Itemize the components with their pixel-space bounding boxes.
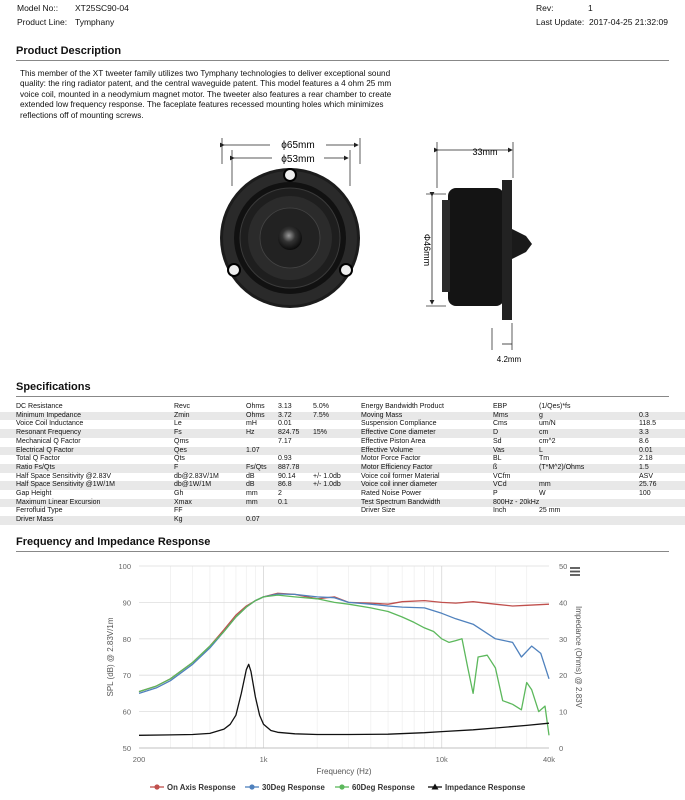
y2-axis-label: Impedance (Ohms) @ 2.83V (574, 606, 583, 708)
specifications-title: Specifications (16, 381, 91, 393)
spec-row (0, 412, 685, 421)
spec-row (0, 420, 685, 429)
spec-symbol: Zmin (174, 411, 190, 419)
spec-param: Total Q Factor (16, 455, 60, 463)
product-line-value: Tymphany (75, 17, 115, 27)
spec-param: Voice Coil Inductance (16, 420, 84, 428)
spec-symbol: VCd (493, 481, 507, 489)
section-divider (16, 396, 669, 397)
x-tick-label: 10k (435, 755, 448, 764)
y-tick-label: 100 (118, 562, 131, 571)
spec-row (0, 516, 685, 525)
rev-label: Rev: (536, 3, 554, 13)
spec-value: 3.72 (278, 411, 292, 419)
spec-symbol: Inch (493, 507, 507, 515)
spec-param: Maximum Linear Excursion (16, 498, 101, 506)
spec-unit: cm (539, 429, 549, 437)
legend-label: On Axis Response (167, 783, 236, 792)
legend-marker-3 (339, 784, 344, 789)
front-view (220, 137, 360, 308)
section-divider (16, 551, 669, 552)
spec-unit: Fs/Qts (246, 463, 267, 471)
spec-value: 2.18 (639, 455, 653, 463)
legend-marker-2 (249, 784, 254, 789)
spec-symbol: Vas (493, 446, 505, 454)
spec-param: Effective Volume (361, 446, 414, 454)
spec-param: Test Spectrum Bandwidth (361, 498, 441, 506)
spec-value: 118.5 (639, 420, 656, 428)
spec-value: 887.78 (278, 463, 300, 471)
x-tick-label: 200 (132, 755, 146, 764)
model-no-value: XT25SC90-04 (75, 3, 129, 13)
spec-unit: mH (246, 420, 257, 428)
spec-symbol: Cms (493, 420, 508, 428)
spec-param: Effective Piston Area (361, 437, 426, 445)
spec-symbol: P (493, 490, 498, 497)
spec-value: 0.93 (278, 455, 292, 463)
legend-label: 60Deg Response (352, 783, 415, 792)
inner-diameter-label: ϕ53mm (281, 154, 315, 165)
y-tick-label: 60 (122, 707, 131, 717)
spec-unit: g (539, 411, 543, 419)
spec-symbol: Xmax (174, 498, 192, 506)
spec-tolerance: 15% (313, 429, 328, 437)
spec-param: Suspension Compliance (361, 420, 437, 428)
spec-param: Half Space Sensitivity @2.83V (16, 472, 112, 480)
spec-unit: dB (246, 481, 255, 489)
side-view (422, 142, 532, 364)
spec-row (0, 403, 685, 412)
spec-tolerance: 5.0% (313, 403, 329, 410)
y2-tick-label: 30 (559, 634, 568, 644)
spec-symbol: VCfm (493, 472, 511, 480)
spec-value: 0.1 (278, 498, 288, 506)
spec-value: 7.17 (278, 437, 292, 445)
spec-unit: Ohms (246, 411, 265, 419)
spec-unit: Tm (539, 455, 550, 463)
spec-row (0, 507, 685, 516)
spec-unit: Ohms (246, 403, 265, 410)
spec-unit: 0.07 (246, 516, 260, 524)
description-line: This member of the XT tweeter family utilizes two Tymphany technologies to deliver exceptional sound (20, 69, 391, 78)
spec-symbol: EBP (493, 403, 508, 410)
spec-tolerance: +/- 1.0db (313, 481, 341, 489)
model-no-label: Model No:: (17, 3, 59, 13)
last-update-value: 2017-04-25 21:32:09 (589, 17, 668, 27)
description-line: quality: the ring radiator patent, and the central waveguide patent. This model features a 4 ohm 25 mm (20, 79, 392, 89)
legend-label: 30Deg Response (262, 783, 325, 792)
spec-unit: mm (246, 498, 258, 506)
spec-unit: 1.07 (246, 446, 260, 454)
spec-symbol: 800Hz - 20kHz (493, 498, 540, 506)
spec-param: Energy Bandwidth Product (361, 403, 444, 410)
spec-row (0, 490, 685, 499)
spec-symbol: db@2.83V/1M (174, 472, 219, 480)
spec-value: 3.13 (278, 403, 292, 410)
spec-value: 100 (639, 490, 651, 497)
y2-tick-label: 0 (559, 744, 564, 753)
spec-value: 2 (278, 490, 282, 497)
spec-row (0, 429, 685, 438)
spec-symbol: BL (493, 455, 502, 463)
x-tick-label: 1k (259, 755, 268, 764)
spec-param: Effective Cone diameter (361, 429, 436, 437)
spec-symbol: F (174, 463, 179, 471)
series-line-3 (139, 595, 549, 735)
description-line: extended low frequency response. The faceplate features recessed mounting holes which minimizes (20, 100, 384, 110)
spec-value: 0.01 (639, 446, 653, 454)
spec-param: Driver Size (361, 507, 396, 515)
spec-unit: mm (246, 490, 258, 497)
spec-param: DC Resistance (16, 403, 63, 410)
spec-row (0, 473, 685, 482)
series-line-2 (139, 594, 549, 693)
spec-value: 3.3 (639, 429, 649, 437)
spec-row (0, 438, 685, 447)
y-tick-label: 80 (122, 634, 131, 644)
x-axis-label: Frequency (Hz) (316, 767, 372, 776)
product-description-title: Product Description (16, 45, 122, 57)
spec-param: Mechanical Q Factor (16, 437, 81, 445)
spec-symbol: Revc (174, 403, 190, 410)
spec-symbol: Mms (493, 411, 509, 419)
spec-unit: (T*M^2)/Ohms (539, 463, 585, 471)
spec-param: Resonant Frequency (16, 429, 81, 437)
y-tick-label: 90 (122, 598, 131, 608)
spec-param: Ferrofluid Type (16, 507, 63, 515)
spec-value: 25.76 (639, 481, 657, 489)
spec-param: Driver Mass (16, 516, 54, 524)
product-description-text (20, 69, 415, 121)
spec-symbol: Le (174, 420, 182, 428)
spec-param: Motor Force Factor (361, 455, 421, 463)
spec-unit: (1/Qes)*fs (539, 403, 571, 410)
spec-value: 0.3 (639, 411, 649, 419)
spec-value: 86.8 (278, 481, 292, 489)
spec-symbol: Qes (174, 446, 187, 454)
spec-row (0, 455, 685, 464)
section-divider (16, 60, 669, 61)
last-update-label: Last Update: (536, 17, 585, 27)
y-tick-label: 70 (122, 671, 131, 681)
spec-symbol: ß (493, 463, 498, 471)
spec-symbol: D (493, 429, 499, 437)
y2-tick-label: 50 (559, 562, 568, 571)
spec-unit: cm^2 (539, 437, 556, 445)
spec-value: 90.14 (278, 472, 296, 480)
product-line-label: Product Line: (17, 17, 68, 27)
spec-param: Voice coil inner diameter (361, 481, 438, 489)
spec-unit: W (539, 490, 546, 497)
spec-param: Gap Height (16, 490, 52, 497)
spec-symbol: Qts (174, 455, 185, 463)
spec-param: Voice coil former Material (361, 472, 440, 480)
flange-label: 4.2mm (496, 355, 522, 364)
spec-symbol: Fs (174, 429, 182, 437)
spec-value: 8.6 (639, 437, 649, 445)
y2-tick-label: 10 (559, 707, 568, 717)
spec-row (0, 499, 685, 508)
y2-tick-label: 40 (559, 598, 568, 608)
spec-param: Minimum Impedance (16, 411, 81, 419)
spec-param: Half Space Sensitivity @1W/1M (16, 481, 115, 489)
spec-unit: dB (246, 472, 255, 480)
rev-value: 1 (588, 3, 593, 13)
spec-tolerance: +/- 1.0db (313, 472, 341, 480)
spec-row (0, 481, 685, 490)
specifications-table (0, 403, 685, 525)
spec-param: Electrical Q Factor (16, 446, 74, 454)
hamburger-menu-icon[interactable] (570, 568, 580, 575)
series-line-1 (139, 593, 549, 691)
spec-row (0, 464, 685, 473)
spec-symbol: Qms (174, 437, 189, 445)
spec-unit: 25 mm (539, 507, 561, 515)
spec-unit: mm (539, 481, 551, 489)
product-drawing (210, 128, 570, 370)
spec-symbol: Kg (174, 516, 183, 524)
spec-unit: Hz (246, 429, 255, 437)
spec-value: 824.75 (278, 429, 300, 437)
spec-symbol: FF (174, 507, 183, 515)
spec-param: Moving Mass (361, 411, 403, 419)
spec-value: 0.01 (278, 420, 292, 428)
height-label: Φ46mm (422, 233, 432, 267)
spec-param: Motor Efficiency Factor (361, 463, 433, 471)
legend-label: Impedance Response (445, 783, 526, 792)
spec-symbol: Sd (493, 437, 502, 445)
y2-tick-label: 20 (559, 671, 568, 681)
x-tick-label: 40k (542, 755, 556, 764)
spec-param: Ratio Fs/Qts (16, 463, 55, 471)
spec-symbol: Gh (174, 490, 184, 497)
freq-response-title: Frequency and Impedance Response (16, 536, 211, 548)
y-axis-label: SPL (dB) @ 2.83V/1m (106, 617, 115, 697)
spec-unit: L (539, 446, 543, 454)
spec-symbol: db@1W/1M (174, 481, 212, 489)
spec-param: Rated Noise Power (361, 490, 422, 497)
description-line: reflections off of mounting screws. (20, 110, 144, 120)
description-line: voice coil, mounted in a neodymium magnet motor. The tweeter also features a rear chamber to create (20, 89, 392, 99)
legend-marker-1 (154, 784, 159, 789)
spec-value: 1.5 (639, 463, 649, 471)
spec-row (0, 447, 685, 456)
spec-tolerance: 7.5% (313, 411, 329, 419)
spec-unit: um/N (539, 420, 556, 428)
frequency-response-chart (0, 555, 685, 800)
outer-diameter-label: ϕ65mm (281, 140, 315, 151)
depth-label: 33mm (472, 147, 498, 157)
y-tick-label: 50 (122, 744, 131, 753)
spec-value: ASV (639, 472, 654, 480)
